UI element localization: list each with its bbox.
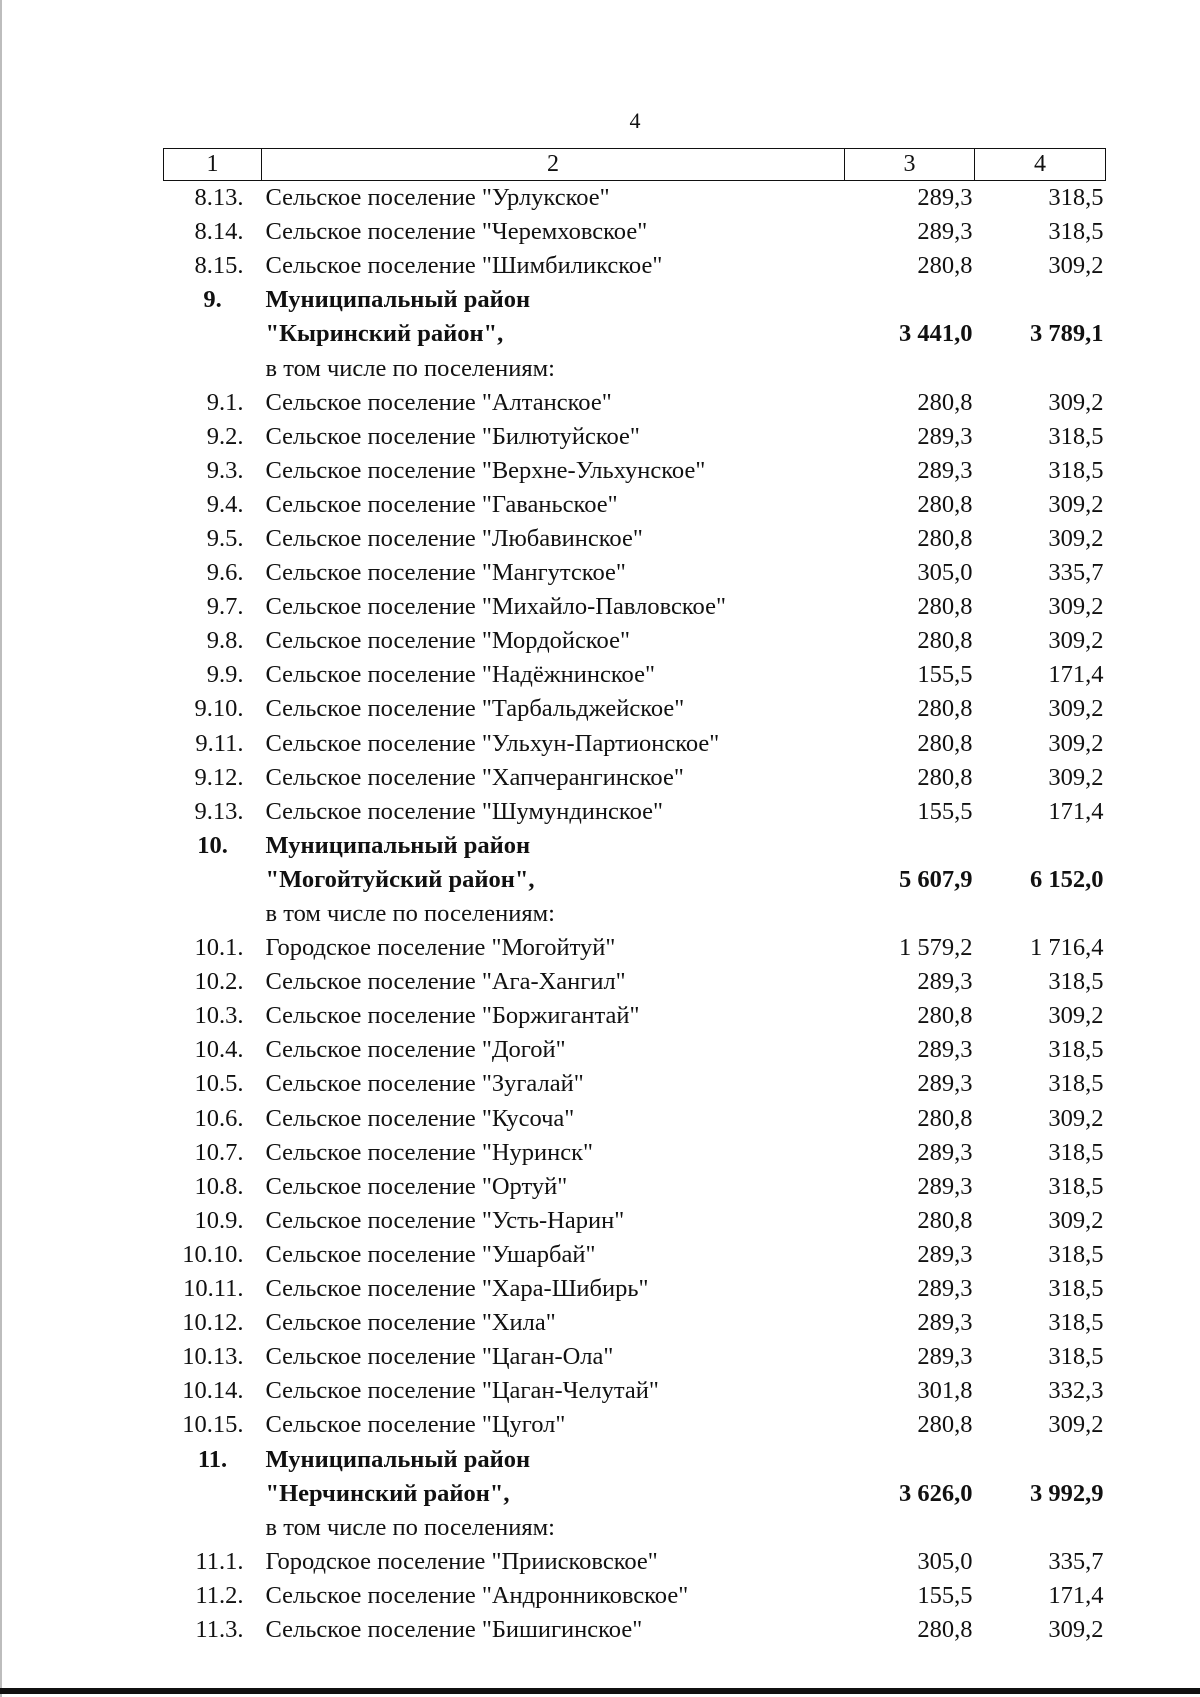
row-number [164,1511,262,1545]
row-name: Сельское поселение "Урлукское" [265,184,610,212]
table-row [164,215,1106,249]
row-name: Сельское поселение "Ортуй" [265,1172,568,1200]
row-value-col4 [975,283,1106,317]
row-value-col4: 318,5 [1048,1172,1104,1200]
table-row [164,1374,1106,1408]
row-number [164,1477,262,1511]
row-value-col3: 280,8 [917,763,973,791]
row-value-col4: 6 152,0 [1030,865,1104,893]
column-header-1: 1 [164,149,262,181]
row-value-col4: 309,2 [1048,695,1104,723]
table-row [164,1238,1106,1272]
table-row [164,351,1106,385]
row-value-col4: 318,5 [1048,1275,1104,1303]
row-name: Сельское поселение "Боржигантай" [265,1002,640,1030]
row-value-col3 [845,829,975,863]
table-row [164,556,1106,590]
table-row-district [164,1442,1106,1476]
row-number: 8.15. [194,252,244,280]
row-name: в том числе по поселениям: [265,1513,555,1541]
row-value-col3: 289,3 [917,1070,973,1098]
row-value-col4: 309,2 [1048,524,1104,552]
row-number: 9.13. [194,797,244,825]
row-number: 10.2. [194,968,244,996]
row-name: Сельское поселение "Хапчерангинское" [265,763,684,791]
row-value-col4: 309,2 [1048,729,1104,757]
row-value-col4: 318,5 [1048,1240,1104,1268]
row-number: 9. [203,286,222,314]
row-number [164,897,262,931]
table-row [164,1545,1106,1579]
row-number: 11.2. [195,1581,244,1609]
row-name: Сельское поселение "Мордойское" [265,627,630,655]
table-row [164,1033,1106,1067]
row-name: Сельское поселение "Ульхун-Партионское" [265,729,720,757]
row-number: 10.11. [183,1275,244,1303]
row-value-col3: 280,8 [917,627,973,655]
row-value-col4: 318,5 [1048,1036,1104,1064]
row-value-col3: 280,8 [917,1206,973,1234]
row-value-col3: 280,8 [917,729,973,757]
row-value-col4: 3 992,9 [1030,1479,1104,1507]
table-row [164,965,1106,999]
row-number: 10.6. [194,1104,244,1132]
row-value-col4: 309,2 [1048,252,1104,280]
row-value-col3: 289,3 [917,1240,973,1268]
row-value-col4: 309,2 [1048,763,1104,791]
row-name: "Могойтуйский район", [265,865,535,893]
row-value-col3: 280,8 [917,252,973,280]
row-name: Сельское поселение "Нуринск" [265,1138,594,1166]
row-value-col4 [975,351,1106,385]
row-name: Городское поселение "Могойтуй" [265,934,616,962]
row-name: Сельское поселение "Шумундинское" [265,797,663,825]
row-value-col3: 289,3 [917,422,973,450]
row-value-col4: 309,2 [1048,1411,1104,1439]
row-value-col4: 309,2 [1048,627,1104,655]
table-row [164,1408,1106,1442]
row-number: 11.1. [195,1547,244,1575]
table-row [164,1306,1106,1340]
table-row [164,1340,1106,1374]
row-name: "Кыринский район", [265,320,504,348]
row-value-col3 [845,351,975,385]
row-value-col3: 289,3 [917,456,973,484]
row-value-col4: 318,5 [1048,218,1104,246]
row-value-col4: 318,5 [1048,1138,1104,1166]
row-value-col3: 280,8 [917,1411,973,1439]
row-value-col4: 309,2 [1048,388,1104,416]
row-value-col4: 335,7 [1048,1547,1104,1575]
table-row [164,249,1106,283]
row-value-col4 [975,829,1106,863]
table-row [164,692,1106,726]
table-row [164,1272,1106,1306]
row-number: 9.3. [206,456,244,484]
row-value-col3: 280,8 [917,490,973,518]
row-name: Муниципальный район [265,286,531,314]
row-value-col4: 171,4 [1048,661,1104,689]
row-value-col3: 280,8 [917,695,973,723]
row-value-col3: 155,5 [917,661,973,689]
row-name: Сельское поселение "Кусоча" [265,1104,575,1132]
row-value-col4: 318,5 [1048,422,1104,450]
row-name: Сельское поселение "Любавинское" [265,524,643,552]
row-value-col3: 289,3 [917,1309,973,1337]
table-row [164,1204,1106,1238]
row-value-col3: 289,3 [917,1275,973,1303]
row-value-col4: 3 789,1 [1030,320,1104,348]
row-value-col4: 171,4 [1048,797,1104,825]
row-value-col3: 305,0 [917,559,973,587]
table-row [164,454,1106,488]
row-value-col4: 309,2 [1048,1206,1104,1234]
row-value-col3: 280,8 [917,1104,973,1132]
row-value-col3 [845,897,975,931]
table-row [164,420,1106,454]
row-number: 11. [197,1445,228,1473]
row-number: 9.4. [206,490,244,518]
table-row [164,727,1106,761]
table-row [164,1613,1106,1647]
row-value-col3: 280,8 [917,593,973,621]
row-name: Сельское поселение "Цаган-Челутай" [265,1377,659,1405]
row-name: Сельское поселение "Верхне-Ульхунское" [265,456,706,484]
row-value-col4: 318,5 [1048,1343,1104,1371]
row-value-col4 [975,1511,1106,1545]
table-row-district [164,829,1106,863]
row-name: Сельское поселение "Билютуйское" [265,422,640,450]
row-number: 9.7. [206,593,244,621]
table-row [164,931,1106,965]
row-number: 10.5. [194,1070,244,1098]
table-row [164,522,1106,556]
table-row [164,897,1106,931]
row-number: 10.12. [182,1309,244,1337]
row-value-col4: 309,2 [1048,1615,1104,1643]
budget-table [163,148,1106,1647]
table-row [164,386,1106,420]
bottom-border [0,1688,1200,1694]
row-value-col4 [975,1442,1106,1476]
row-value-col3 [845,1442,975,1476]
row-value-col4: 309,2 [1048,490,1104,518]
row-value-col4 [975,897,1106,931]
row-value-col3: 280,8 [917,1002,973,1030]
row-number: 10.15. [182,1411,244,1439]
row-value-col3: 155,5 [917,797,973,825]
table-row-district [164,283,1106,317]
row-value-col3: 280,8 [917,524,973,552]
row-name: Сельское поселение "Андронниковское" [265,1581,689,1609]
row-name: Сельское поселение "Зугалай" [265,1070,584,1098]
row-number [164,317,262,351]
column-header-4: 4 [975,149,1106,181]
row-number: 10.14. [182,1377,244,1405]
row-number: 8.14. [194,218,244,246]
table-row [164,761,1106,795]
row-value-col4: 335,7 [1048,559,1104,587]
row-value-col4: 318,5 [1048,1070,1104,1098]
page-number: 4 [629,108,641,133]
row-name: Муниципальный район [265,831,531,859]
row-value-col3: 305,0 [917,1547,973,1575]
row-name: Сельское поселение "Догой" [265,1036,566,1064]
table-row-district [164,1477,1106,1511]
row-value-col3: 301,8 [917,1377,973,1405]
row-name: в том числе по поселениям: [265,900,555,928]
table-row [164,181,1106,216]
row-number: 8.13. [194,184,244,212]
row-number: 10.13. [182,1343,244,1371]
table-row [164,999,1106,1033]
row-number: 10.3. [194,1002,244,1030]
row-name: Сельское поселение "Алтанское" [265,388,612,416]
row-name: Сельское поселение "Цаган-Ола" [265,1343,614,1371]
row-name: Сельское поселение "Шимбиликское" [265,252,663,280]
row-name: Сельское поселение "Тарбальджейское" [265,695,685,723]
table-body [164,181,1106,1648]
row-number: 11.3. [195,1615,244,1643]
table-row-district [164,863,1106,897]
row-value-col3: 289,3 [917,184,973,212]
row-name: Сельское поселение "Усть-Нарин" [265,1206,625,1234]
row-name: Сельское поселение "Хила" [265,1309,556,1337]
row-name: Сельское поселение "Ушарбай" [265,1240,596,1268]
row-name: "Нерчинский район", [265,1479,510,1507]
row-value-col3: 289,3 [917,1343,973,1371]
row-number: 9.12. [194,763,244,791]
row-value-col4: 318,5 [1048,456,1104,484]
header-row [164,149,1106,181]
row-name: Сельское поселение "Черемховское" [265,218,648,246]
row-value-col4: 318,5 [1048,1309,1104,1337]
table-row [164,624,1106,658]
row-number: 10.10. [182,1240,244,1268]
table-row [164,795,1106,829]
row-value-col4: 318,5 [1048,184,1104,212]
row-number: 9.11. [195,729,244,757]
row-value-col3: 3 626,0 [899,1479,973,1507]
table-row [164,1067,1106,1101]
row-number: 10.9. [194,1206,244,1234]
row-value-col4: 332,3 [1048,1377,1104,1405]
row-value-col4: 1 716,4 [1030,934,1104,962]
row-value-col4: 171,4 [1048,1581,1104,1609]
row-name: Сельское поселение "Хара-Шибирь" [265,1275,649,1303]
row-number: 9.8. [206,627,244,655]
row-number: 9.2. [206,422,244,450]
row-number: 10.8. [194,1172,244,1200]
row-name: в том числе по поселениям: [265,354,555,382]
row-value-col3: 3 441,0 [899,320,973,348]
row-value-col4: 309,2 [1048,1002,1104,1030]
row-number: 10.4. [194,1036,244,1064]
row-number: 9.9. [206,661,244,689]
row-number: 10.1. [194,934,244,962]
row-value-col3: 155,5 [917,1581,973,1609]
table-row [164,488,1106,522]
row-name: Сельское поселение "Цугол" [265,1411,566,1439]
row-value-col3: 289,3 [917,1172,973,1200]
row-name: Сельское поселение "Бишигинское" [265,1615,643,1643]
column-header-2: 2 [262,149,845,181]
table-row [164,658,1106,692]
row-number: 9.1. [206,388,244,416]
row-name: Сельское поселение "Мангутское" [265,559,626,587]
row-name: Муниципальный район [265,1445,531,1473]
table-row [164,1511,1106,1545]
table-row [164,1170,1106,1204]
table-row [164,590,1106,624]
table-row [164,1102,1106,1136]
row-number: 9.10. [194,695,244,723]
row-number [164,863,262,897]
row-value-col3: 280,8 [917,1615,973,1643]
table-row-district [164,317,1106,351]
row-name: Сельское поселение "Михайло-Павловское" [265,593,726,621]
row-number: 9.5. [206,524,244,552]
row-number: 10. [197,831,228,859]
row-value-col3: 280,8 [917,388,973,416]
row-number [164,351,262,385]
row-name: Сельское поселение "Ага-Хангил" [265,968,626,996]
row-value-col3: 289,3 [917,218,973,246]
page-edge [0,0,2,1697]
row-name: Городское поселение "Приисковское" [265,1547,658,1575]
column-header-3: 3 [845,149,975,181]
row-value-col3: 289,3 [917,1036,973,1064]
row-value-col3: 289,3 [917,1138,973,1166]
row-value-col4: 318,5 [1048,968,1104,996]
row-value-col3: 289,3 [917,968,973,996]
row-value-col4: 309,2 [1048,593,1104,621]
table-row [164,1136,1106,1170]
row-value-col3 [845,1511,975,1545]
row-number: 9.6. [206,559,244,587]
row-value-col4: 309,2 [1048,1104,1104,1132]
row-number: 10.7. [194,1138,244,1166]
row-name: Сельское поселение "Гаваньское" [265,490,618,518]
row-value-col3 [845,283,975,317]
row-name: Сельское поселение "Надёжнинское" [265,661,655,689]
row-value-col3: 1 579,2 [899,934,973,962]
table-header [164,149,1106,181]
row-value-col3: 5 607,9 [899,865,973,893]
table-row [164,1579,1106,1613]
